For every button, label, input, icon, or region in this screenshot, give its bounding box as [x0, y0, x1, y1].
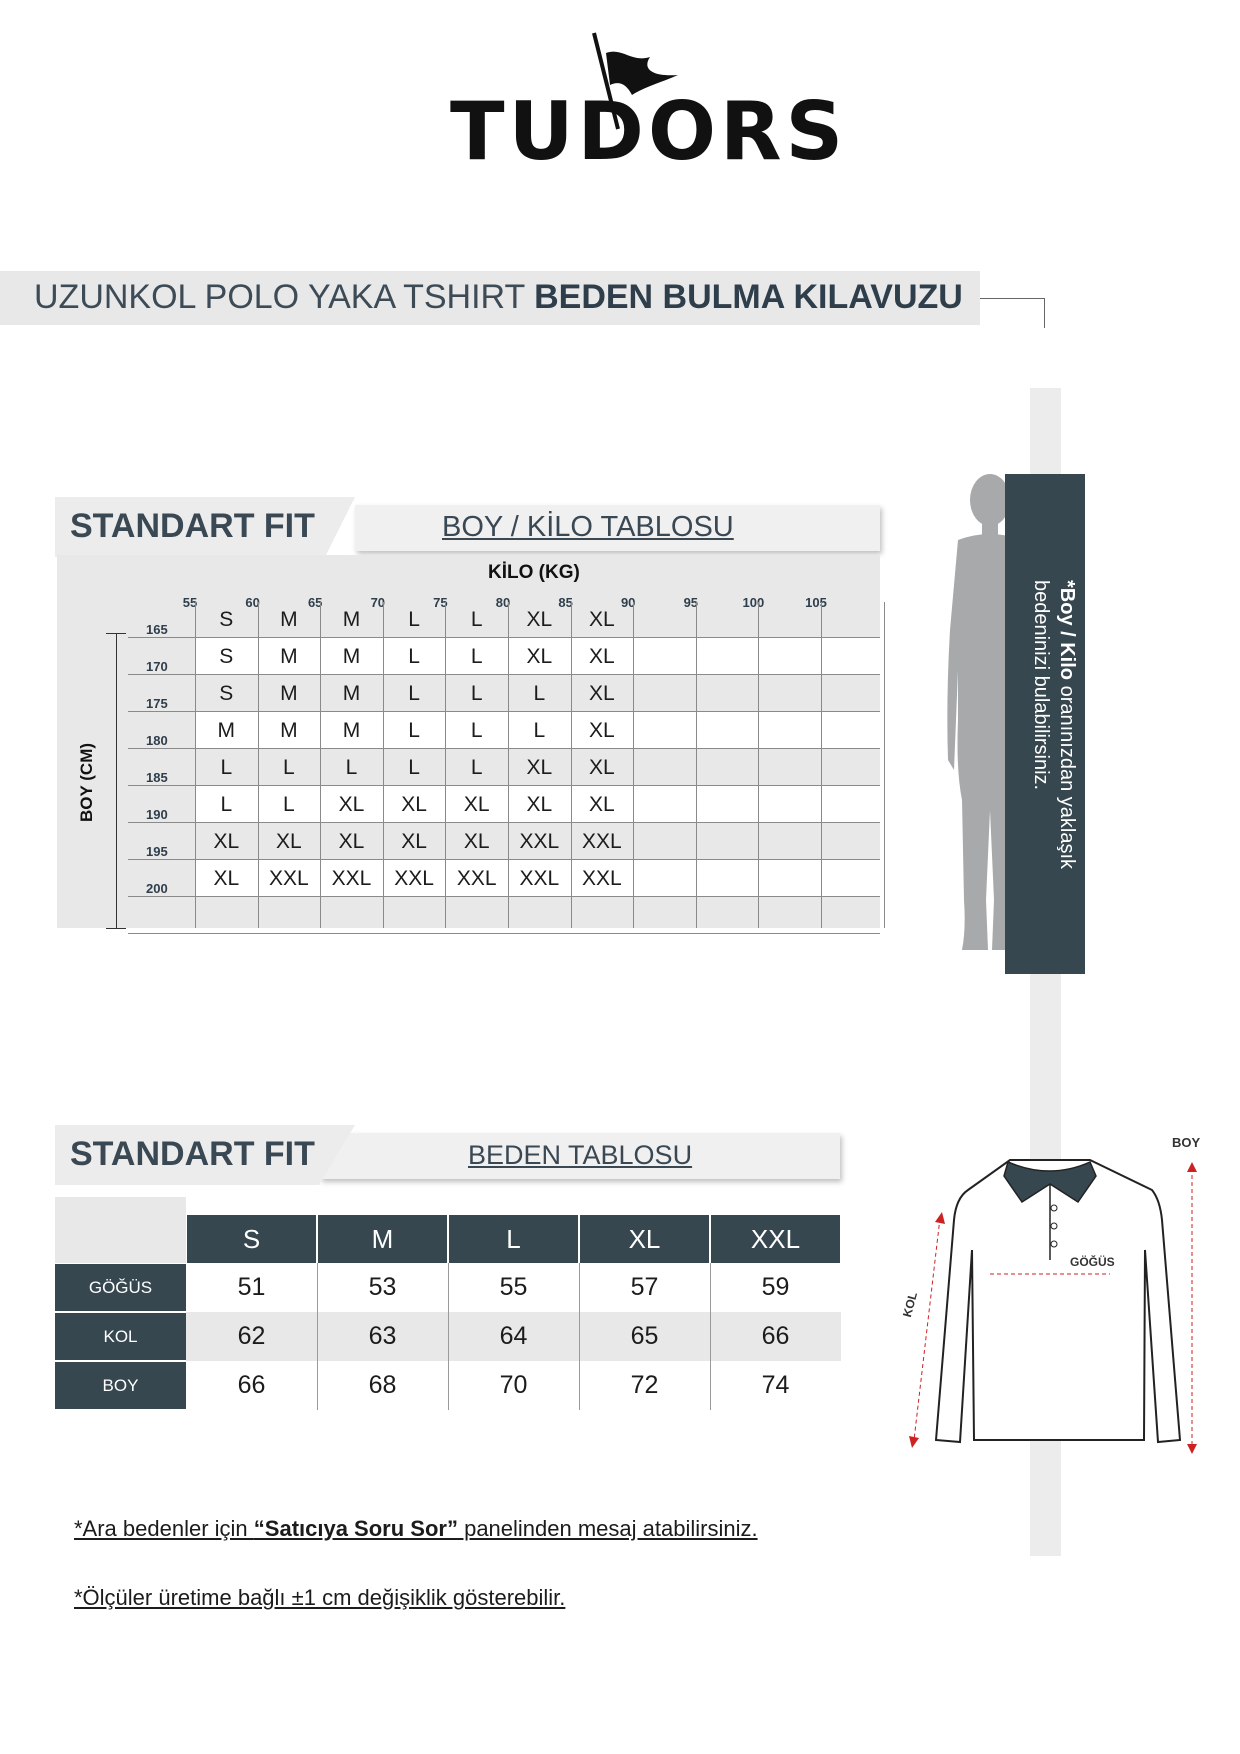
measure-value: 74 — [761, 1371, 790, 1399]
kg-tick: 55 — [182, 595, 198, 610]
size-cell: M — [280, 682, 298, 705]
grid-hline — [128, 711, 880, 712]
size-header-cell: M — [318, 1215, 447, 1263]
column-divider — [710, 1361, 711, 1410]
size-header-cell: XL — [580, 1215, 709, 1263]
size-cell: XL — [463, 830, 490, 853]
brand-name: TUDORS — [450, 85, 848, 178]
size-cell: XXL — [456, 867, 497, 890]
cm-tick: 165 — [146, 622, 168, 637]
size-cell: XL — [338, 793, 365, 816]
size-cell: XL — [338, 830, 365, 853]
kg-tick: 70 — [370, 595, 386, 610]
size-cell: S — [219, 682, 234, 705]
grid-vline — [696, 602, 697, 928]
cm-axis-label: BOY (CM) — [77, 742, 96, 822]
note-olculer: *Ölçüler üretime bağlı ±1 cm değişiklik gösterebilir. — [74, 1585, 566, 1610]
size-cell: L — [470, 608, 483, 631]
size-cell: L — [408, 608, 420, 631]
size-cell: XL — [526, 756, 553, 779]
size-cell: M — [342, 719, 361, 742]
size-header-cell: XXL — [711, 1215, 840, 1263]
measure-value: 63 — [368, 1322, 397, 1350]
size-cell: XL — [526, 645, 553, 668]
size-cell: L — [533, 682, 546, 705]
side-note-line1: oranınızdan yaklaşık — [1056, 680, 1078, 870]
size-cell: XL — [589, 793, 615, 816]
measure-value: 70 — [499, 1371, 528, 1399]
note-ara-bedenler: *Ara bedenler için “Satıcıya Soru Sor” panelinden mesaj atabilirsiniz. — [74, 1516, 758, 1541]
height-axis-cap-bottom — [106, 928, 126, 929]
cm-tick: 180 — [146, 733, 168, 748]
column-divider — [579, 1361, 580, 1410]
kg-tick: 65 — [307, 595, 323, 610]
size-header-cell: S — [187, 1215, 316, 1263]
measure-value: 62 — [237, 1322, 266, 1350]
measure-value: 65 — [630, 1322, 659, 1350]
column-divider — [579, 1312, 580, 1361]
size-cell: M — [280, 719, 298, 742]
size-cell: L — [470, 756, 483, 779]
size-cell: XXL — [519, 867, 560, 890]
size-cell: XL — [401, 830, 427, 853]
size-cell: S — [219, 645, 234, 668]
grid-hline — [128, 822, 880, 823]
size-cell: L — [470, 719, 483, 742]
column-divider — [710, 1312, 711, 1361]
shirt-diagram — [890, 1140, 1210, 1470]
size-cell: L — [408, 682, 420, 705]
measure-value: 59 — [761, 1273, 790, 1301]
grid-vline — [884, 602, 885, 928]
section2-fit-label: STANDART FIT — [70, 1135, 315, 1173]
column-divider — [317, 1361, 318, 1410]
size-cell: XL — [463, 793, 490, 816]
size-cell: L — [470, 682, 483, 705]
grid-hline — [128, 748, 880, 749]
size-cell: M — [280, 645, 298, 668]
size-cell: XXL — [582, 867, 622, 890]
grid-hline — [128, 896, 880, 897]
size-cell: XL — [589, 608, 615, 631]
size-cell: L — [408, 645, 420, 668]
measure-value: 53 — [368, 1273, 397, 1301]
size-cell: M — [342, 608, 361, 631]
column-divider — [317, 1312, 318, 1361]
size-cell: M — [280, 608, 298, 631]
size-cell: XL — [589, 682, 615, 705]
cm-tick: 190 — [146, 807, 168, 822]
measure-value: 66 — [761, 1322, 790, 1350]
grid-vline — [758, 602, 759, 928]
shirt-body — [936, 1160, 1180, 1442]
height-axis-line — [116, 633, 117, 928]
size-cell: XL — [401, 793, 427, 816]
section1-fit-label: STANDART FIT — [70, 507, 315, 545]
cm-tick: 170 — [146, 659, 168, 674]
kg-tick: 75 — [433, 595, 448, 610]
measure-value: 72 — [630, 1371, 659, 1399]
measure-label: BOY — [55, 1362, 186, 1409]
size-cell: L — [283, 756, 295, 779]
measure-value: 57 — [630, 1273, 659, 1301]
size-cell: L — [408, 756, 420, 779]
size-cell: L — [220, 793, 233, 816]
grid-hline — [128, 674, 880, 675]
size-cell: S — [219, 608, 234, 631]
size-cell: L — [533, 719, 546, 742]
kg-tick: 100 — [742, 595, 765, 610]
kg-tick: 60 — [245, 595, 260, 610]
column-divider — [448, 1312, 449, 1361]
measure-value: 64 — [499, 1322, 528, 1350]
size-cell: XL — [276, 830, 302, 853]
size-cell: XXL — [331, 867, 372, 890]
size-cell: L — [220, 756, 233, 779]
size-cell: XL — [589, 645, 615, 668]
column-divider — [448, 1361, 449, 1410]
kg-tick: 105 — [805, 595, 827, 610]
measure-value: 51 — [237, 1273, 266, 1301]
height-axis-cap-top — [106, 633, 126, 634]
size-cell: M — [342, 645, 361, 668]
cm-tick: 200 — [146, 881, 168, 896]
grid-vline — [633, 602, 634, 928]
page-title: UZUNKOL POLO YAKA TSHIRT BEDEN BULMA KILAVUZU — [34, 278, 963, 316]
size-cell: XL — [526, 793, 553, 816]
diagram-kol-label: KOL — [900, 1290, 921, 1319]
grid-hline — [128, 933, 880, 934]
title-divider-tick — [1044, 298, 1045, 328]
grid-hline — [128, 785, 880, 786]
size-cell: XL — [589, 756, 615, 779]
size-cell: L — [283, 793, 295, 816]
size-cell: XXL — [394, 867, 434, 890]
size-cell: XXL — [582, 830, 622, 853]
size-cell: L — [408, 719, 420, 742]
grid-vline — [821, 602, 822, 928]
measure-label: GÖĞÜS — [55, 1264, 186, 1311]
kg-tick: 85 — [558, 595, 573, 610]
size-header-cell: L — [449, 1215, 578, 1263]
measure-value: 55 — [499, 1273, 528, 1301]
size-cell: XL — [213, 830, 240, 853]
size-table-bg — [55, 1197, 186, 1263]
size-cell: L — [345, 756, 358, 779]
title-divider — [980, 298, 1044, 299]
size-cell: L — [470, 645, 483, 668]
diagram-boy-label: BOY — [1172, 1135, 1201, 1150]
size-cell: M — [217, 719, 236, 742]
size-cell: XXL — [269, 867, 309, 890]
kg-tick: 80 — [495, 595, 511, 610]
kg-tick: 95 — [683, 595, 699, 610]
measure-value: 68 — [368, 1371, 397, 1399]
column-divider — [317, 1263, 318, 1312]
measure-label: KOL — [55, 1313, 186, 1360]
kg-tick: 90 — [620, 595, 636, 610]
grid-hline — [128, 859, 880, 860]
cm-tick: 185 — [146, 770, 168, 785]
size-cell: XL — [526, 608, 553, 631]
column-divider — [579, 1263, 580, 1312]
cm-tick: 195 — [146, 844, 168, 859]
size-cell: XL — [213, 867, 240, 890]
section1-sub-label: BOY / KİLO TABLOSU — [442, 511, 734, 543]
brand-logo — [450, 25, 848, 178]
grid-hline — [128, 637, 880, 638]
side-note-bold: *Boy / Kilo — [1056, 580, 1078, 681]
size-cell: M — [342, 682, 361, 705]
cm-tick: 175 — [146, 696, 168, 711]
diagram-gogus-label: GÖĞÜS — [1070, 1255, 1115, 1269]
measure-value: 66 — [237, 1371, 266, 1399]
side-note-line2: bedeninizi bulabilirsiniz. — [1030, 580, 1052, 791]
section2-sub-label: BEDEN TABLOSU — [468, 1140, 693, 1170]
column-divider — [448, 1263, 449, 1312]
size-cell: XXL — [519, 830, 560, 853]
size-cell: XL — [589, 719, 615, 742]
kg-axis-label: KİLO (KG) — [488, 562, 580, 583]
column-divider — [710, 1263, 711, 1312]
